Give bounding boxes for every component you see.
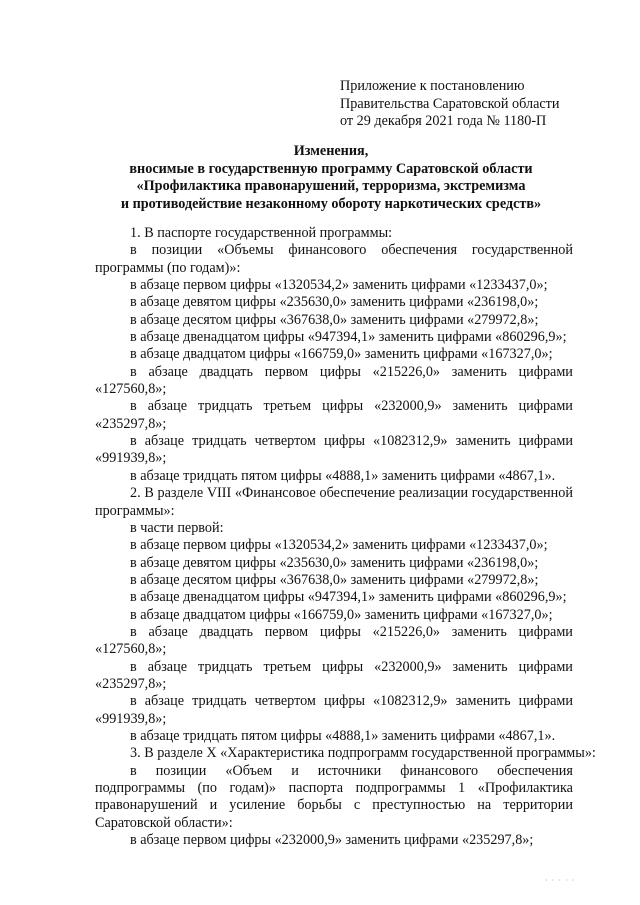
word: «1082312,9»: [373, 693, 448, 710]
word: цифрами: [518, 363, 573, 380]
body-line-justified: [95, 242, 573, 259]
attachment-block: [340, 78, 559, 131]
body-line: в абзаце первом цифры «1320534,2» заменить цифрами «1233437,0»;: [130, 537, 548, 554]
word: в: [130, 693, 137, 710]
body-line: в абзаце двенадцатом цифры «947394,1» заменить цифрами «860296,9»;: [130, 589, 567, 606]
word: цифры: [319, 623, 361, 640]
word: усиление: [229, 797, 286, 814]
word: абзаце: [148, 363, 188, 380]
word: абзаце: [147, 398, 187, 415]
body-line: в абзаце первом цифры «232000,9» заменить цифрами «235297,8»;: [130, 832, 534, 849]
word: и: [291, 762, 299, 779]
title-line: Изменения,: [293, 143, 369, 159]
title-line: «Профилактика правонарушений, терроризма, экстремизма: [136, 178, 526, 194]
word: тридцать: [197, 658, 253, 675]
body-line: в абзаце девятом цифры «235630,0» заменить цифрами «236198,0»;: [130, 294, 539, 311]
body-line: «127560,8»;: [95, 641, 167, 658]
body-line-justified: [95, 485, 573, 502]
scan-artifact: · · · · ·: [545, 876, 576, 885]
word: тридцать: [197, 398, 253, 415]
word: первом: [264, 623, 309, 640]
body-line: «127560,8»;: [95, 381, 167, 398]
body-line: в части первой:: [130, 519, 224, 536]
attachment-line: Правительства Саратовской области: [340, 95, 560, 112]
body-line-justified: [95, 763, 573, 780]
word: абзаце: [147, 658, 187, 675]
word: «Профилактика: [477, 780, 573, 796]
body-line-justified: [95, 797, 573, 814]
body-line: Саратовской области»:: [95, 814, 233, 831]
word: подпрограммы: [95, 780, 185, 796]
title-line: вносимые в государственную программу Саратовской области: [129, 160, 533, 177]
body-line: в абзаце тридцать пятом цифры «4888,1» заменить цифрами «4867,1».: [130, 467, 556, 484]
word: абзаце: [148, 623, 188, 640]
body-line-justified: [95, 659, 573, 676]
word: «Финансовое: [234, 485, 316, 502]
word: в: [130, 242, 137, 259]
word: цифрами: [518, 658, 573, 675]
word: (по: [197, 780, 217, 796]
document-body: [95, 225, 596, 849]
body-line-justified: [95, 364, 573, 381]
word: цифры: [319, 363, 361, 380]
word: заменить: [455, 693, 511, 710]
word: правонарушений: [95, 797, 198, 814]
word: заменить: [451, 363, 507, 380]
word: «215226,0»: [372, 363, 441, 380]
body-line: 3. В разделе X «Характеристика подпрограмм государственной программы»:: [130, 745, 596, 762]
body-line: в абзаце двадцатом цифры «166759,0» заменить цифрами «167327,0»;: [130, 606, 553, 623]
word: первом: [264, 363, 309, 380]
word: тридцать: [192, 433, 247, 450]
body-line: «235297,8»;: [95, 675, 167, 692]
word: обеспечения: [381, 242, 457, 259]
body-line: в абзаце десятом цифры «367638,0» заменить цифрами «279972,8»;: [130, 571, 539, 588]
word: реализации: [398, 485, 469, 502]
word: цифрами: [518, 398, 573, 415]
word: абзаце: [144, 693, 185, 710]
body-line: «991939,8»;: [95, 710, 167, 727]
word: «Объемы: [217, 242, 274, 259]
word: «232000,9»: [374, 398, 442, 415]
title-line: и противодействие незаконному обороту наркотических средств»: [120, 195, 542, 212]
word: с: [353, 797, 361, 814]
word: государственной: [471, 242, 573, 259]
word: позиции: [151, 242, 203, 259]
body-line: «991939,8»;: [95, 450, 167, 467]
attachment-line: Приложение к постановлению: [340, 78, 525, 94]
word: территории: [503, 797, 573, 814]
word: 2.: [130, 485, 141, 502]
word: обеспечение: [319, 485, 396, 502]
body-line: программы»:: [95, 502, 175, 519]
word: государственной: [471, 485, 573, 502]
word: позиции: [155, 762, 207, 779]
document-title: [90, 143, 572, 213]
word: цифры: [323, 433, 365, 450]
word: заменить: [451, 623, 507, 640]
word: в: [130, 433, 137, 450]
word: цифрами: [518, 693, 573, 710]
word: на: [477, 797, 492, 814]
word: цифры: [323, 693, 365, 710]
word: цифрами: [518, 623, 573, 640]
word: абзаце: [144, 433, 185, 450]
word: третьем: [263, 398, 312, 415]
word: в: [130, 363, 137, 380]
word: разделе: [157, 485, 204, 502]
word: «Объем: [225, 762, 273, 779]
body-line-justified: [95, 433, 573, 450]
body-line: «235297,8»;: [95, 415, 167, 432]
word: финансового: [288, 242, 367, 259]
word: 1: [458, 780, 466, 796]
body-line: программы (по годам)»:: [95, 259, 241, 276]
body-line: в абзаце первом цифры «1320534,2» заменить цифрами «1233437,0»;: [130, 277, 548, 294]
word: преступностью: [372, 797, 466, 814]
word: в: [130, 762, 137, 779]
word: обеспечения: [497, 762, 573, 779]
word: цифры: [322, 658, 364, 675]
word: цифры: [322, 398, 364, 415]
word: В: [144, 485, 154, 502]
word: финансового: [400, 762, 479, 779]
word: «1082312,9»: [373, 433, 448, 450]
body-line: в абзаце двадцатом цифры «166759,0» заменить цифрами «167327,0»;: [130, 346, 553, 363]
word: четвертом: [254, 693, 316, 710]
word: «232000,9»: [374, 658, 442, 675]
body-line-justified: [95, 693, 573, 710]
word: и: [209, 797, 218, 814]
body-line: в абзаце двенадцатом цифры «947394,1» заменить цифрами «860296,9»;: [130, 329, 567, 346]
body-line-justified: [95, 780, 573, 797]
word: годам)»: [229, 780, 276, 796]
word: подпрограммы: [355, 780, 446, 796]
body-line: в абзаце десятом цифры «367638,0» заменить цифрами «279972,8»;: [130, 311, 539, 328]
body-line: 1. В паспорте государственной программы:: [130, 225, 393, 241]
word: двадцать: [199, 623, 253, 640]
word: в: [130, 398, 137, 415]
word: заменить: [455, 433, 511, 450]
word: двадцать: [199, 363, 253, 380]
word: VIII: [206, 485, 232, 502]
word: «215226,0»: [372, 623, 441, 640]
word: третьем: [263, 658, 312, 675]
body-line-justified: [95, 398, 573, 415]
word: в: [130, 623, 137, 640]
word: в: [130, 658, 137, 675]
word: четвертом: [254, 433, 316, 450]
word: борьбы: [297, 797, 342, 814]
body-line: в абзаце тридцать пятом цифры «4888,1» заменить цифрами «4867,1».: [130, 727, 556, 744]
word: заменить: [452, 398, 508, 415]
word: тридцать: [192, 693, 247, 710]
word: цифрами: [518, 433, 573, 450]
body-line-justified: [95, 624, 573, 641]
word: заменить: [452, 658, 508, 675]
body-line: в абзаце девятом цифры «235630,0» заменить цифрами «236198,0»;: [130, 554, 539, 571]
word: паспорта: [288, 780, 344, 796]
attachment-line: от 29 декабря 2021 года № 1180-П: [340, 113, 547, 129]
word: источники: [317, 762, 382, 779]
